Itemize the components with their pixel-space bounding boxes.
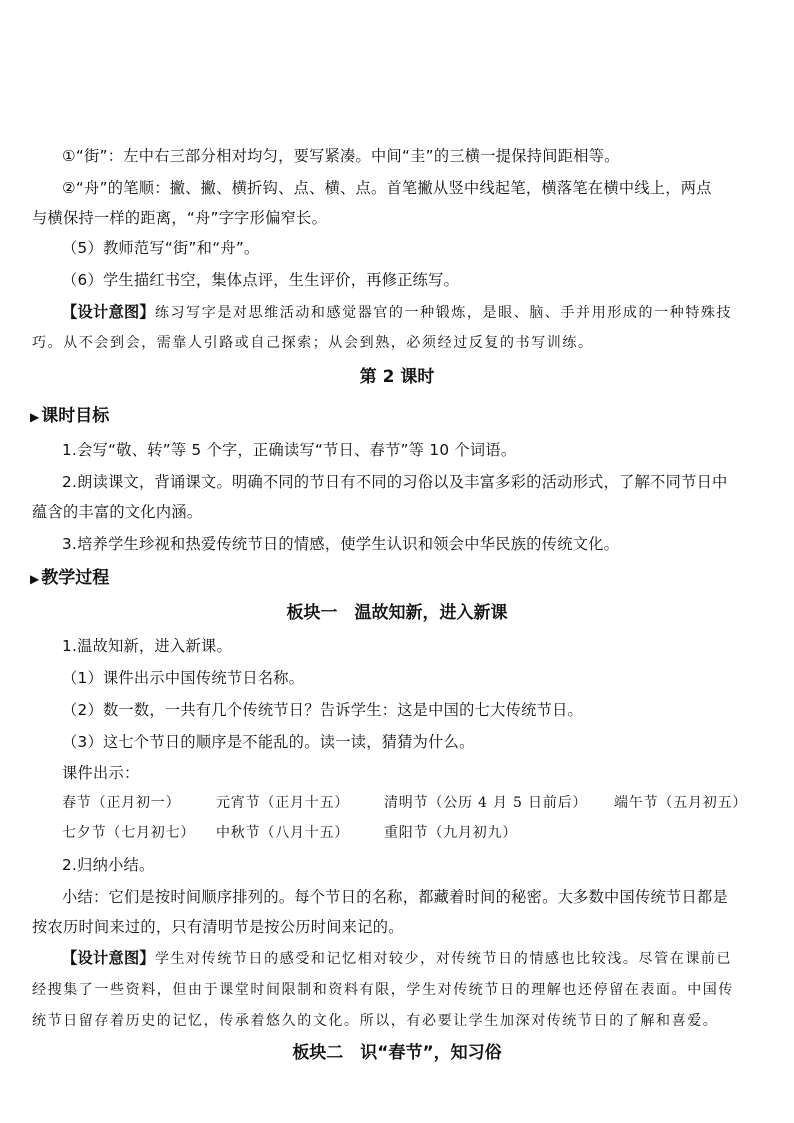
objective-2-line2: 蕴含的丰富的文化内涵。 [32,503,203,521]
festival-item: 元宵节（正月十五） [216,795,350,811]
summary-line1: 小结：它们是按时间顺序排列的。每个节日的名称，都藏着时间的秘密。大多数中国传统节日都是 [62,888,728,906]
festival-item: 清明节（公历 4 月 5 日前后） [384,795,588,811]
festival-item: 春节（正月初一） [62,795,181,811]
writing-step5: （5）教师范写“街”和“舟”。 [62,239,260,257]
festival-item: 端午节（五月初五） [614,795,748,811]
process-step1b: （2）数一数，一共有几个传统节日？告诉学生：这是中国的七大传统节日。 [62,701,584,719]
objective-3: 3.培养学生珍视和热爱传统节日的情感，使学生认识和领会中华民族的传统文化。 [62,535,620,553]
writing-zhou-line1: ②“舟”的笔顺：撇、撇、横折钩、点、横、点。首笔撇从竖中线起笔，横落笔在横中线上，两点 [62,179,712,197]
objective-1: 1.会写“敬、转”等 5 个字，正确读写“节日、春节”等 10 个词语。 [62,441,517,459]
process-step1: 1.温故知新，进入新课。 [62,637,232,655]
process-heading-text: 教学过程 [41,568,110,588]
process-step1a: （1）课件出示中国传统节日名称。 [62,669,305,687]
triangle-bullet-icon: ▶ [30,410,40,424]
festival-item: 重阳节（九月初九） [384,825,518,841]
block1-title: 板块一 温故知新，进入新课 [286,603,508,623]
objective-2-line1: 2.朗读课文，背诵课文。明确不同的节日有不同的习俗以及丰富多彩的活动形式，了解不同节日中 [62,473,728,491]
process-step2: 2.归纳小结。 [62,856,155,874]
design-intent-1-line2: 巧。从不会到会，需靠人引路或自己探索；从会到熟，必须经过反复的书写训练。 [32,335,594,351]
design-intent-2-line3: 统节日留存着历史的记忆，传承着悠久的文化。所以，有必要让学生加深对传统节日的了解和喜爱。 [32,1013,719,1029]
festival-item: 中秋节（八月十五） [216,825,350,841]
summary-line2: 按农历时间来过的，只有清明节是按公历时间来记的。 [32,918,404,936]
lesson-title: 第 2 课时 [359,367,435,387]
design-intent-label: 【设计意图】 [62,949,155,967]
design-intent-1-line1 [62,302,732,323]
writing-zhou-line2: 与横保持一样的距离，“舟”字字形偏窄长。 [32,209,328,227]
design-intent-text: 练习写字是对思维活动和感觉器官的一种锻炼，是眼、脑、手并用形成的一种特殊技 [154,305,733,321]
writing-jie: ①“街”：左中右三部分相对均匀，要写紧凑。中间“圭”的三横一提保持间距相等。 [62,147,620,165]
objectives-heading [30,406,109,427]
triangle-bullet-icon: ▶ [30,572,40,586]
design-intent-text: 学生对传统节日的感受和记忆相对较少，对传统节日的情感也比较浅。尽管在课前已 [154,951,733,967]
festival-item: 七夕节（七月初七） [62,825,196,841]
writing-step6: （6）学生描红书空，集体点评，生生评价，再修正练写。 [62,271,460,289]
process-heading [30,568,109,589]
design-intent-2-line2: 经搜集了一些资料，但由于课堂时间限制和资料有限，学生对传统节日的理解也还停留在表面。中国传 [32,982,734,998]
block2-title: 板块二 识“春节”，知习俗 [292,1043,502,1063]
courseware-label: 课件出示： [62,764,140,782]
process-step1c: （3）这七个节日的顺序是不能乱的。读一读，猜猜为什么。 [62,733,475,751]
design-intent-label: 【设计意图】 [62,303,155,321]
objectives-heading-text: 课时目标 [41,406,110,426]
design-intent-2-line1 [62,948,732,969]
